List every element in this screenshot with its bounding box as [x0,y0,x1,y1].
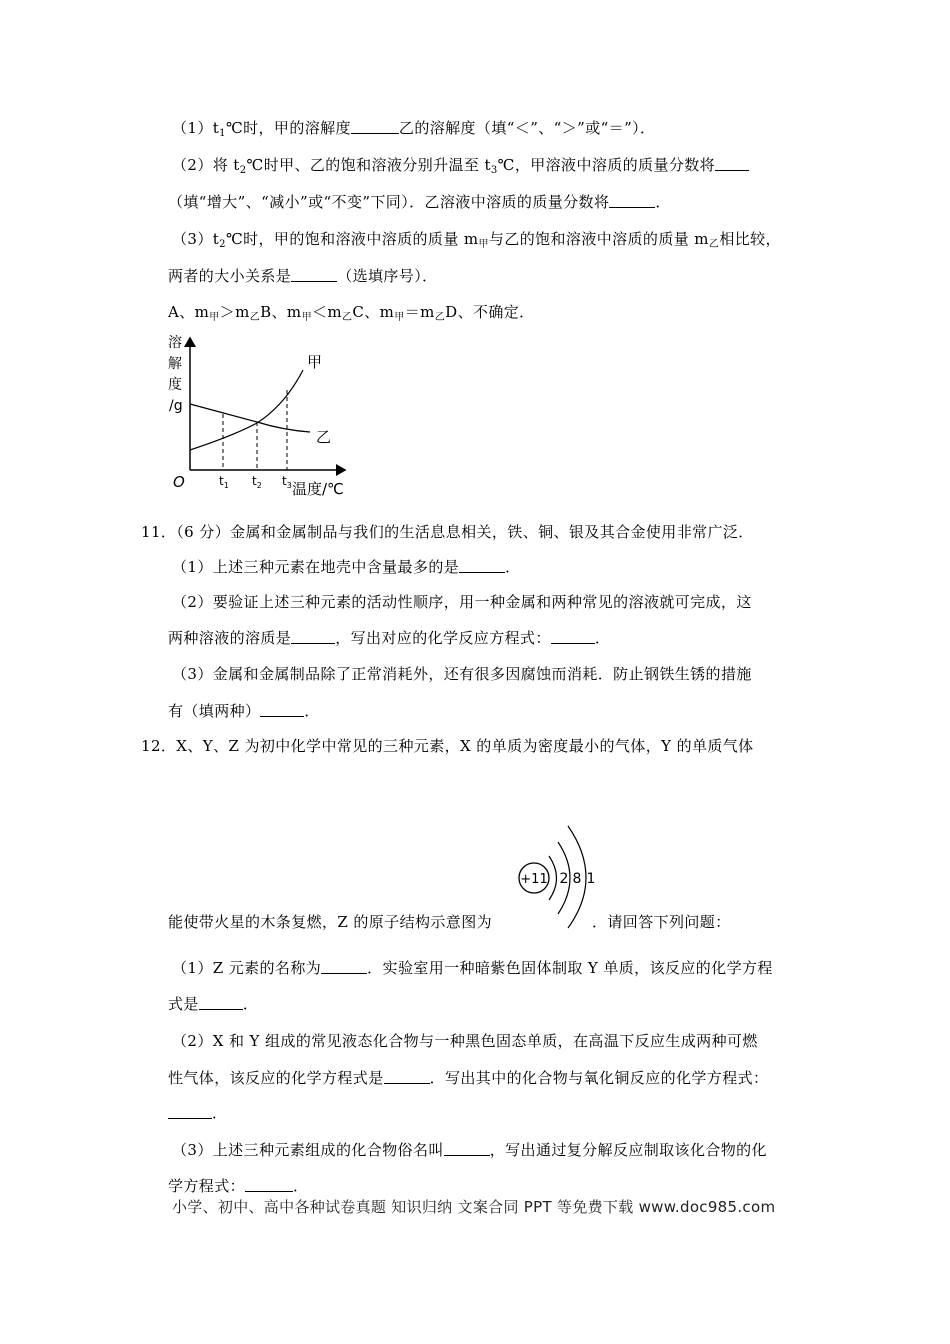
q11-part3-cont: 有（填两种） ． [168,702,320,720]
q10-part2: （2）将 $t_2℃$时甲、乙的饱和溶液分别升温至 $t_3℃$，甲溶液中溶质的质量分数将 [172,155,749,181]
y-label-4: /g [169,398,183,414]
q10-part3-cont: 两者的大小关系是 （选填序号）． [168,267,438,285]
label-jia: 甲 [307,353,323,371]
answer-blank[interactable] [351,119,399,134]
q12-part3: （3）上述三种元素组成的化合物俗名叫 ，写出通过复分解反应制取该化合物的化 [172,1141,767,1159]
answer-blank[interactable] [459,558,505,573]
answer-blank[interactable] [715,156,749,171]
atom-structure-diagram [512,818,604,930]
q10-part1: $(1)t_1℃$时，甲的溶解度 乙的溶解度（填“＜”、“＞”或“＝”）． [172,119,656,139]
q12-stem-cont-b: ．请回答下列问题： [592,913,731,931]
q12-part2-cont: 性气体，该反应的化学方程式是 ．写出其中的化合物与氧化铜反应的化学方程式： [168,1069,769,1087]
curve-jia [190,370,303,450]
answer-blank[interactable] [168,1104,212,1119]
q12-stem: 12．X、Y、Z 为初中化学中常见的三种元素，X 的单质为密度最小的气体，Y 的单质气体 [141,737,754,755]
q12-part2-cont2: ． [168,1103,227,1123]
shell-electrons-2: 8 [572,871,582,887]
answer-blank[interactable] [444,1141,490,1156]
tick-t2: $t_2$ [252,474,262,490]
footer-ad-text[interactable]: 小学、初中、高中各种试卷真题 知识归纳 文案合同 PPT 等免费下载 www.doc985.com [172,1198,776,1216]
q11-part2-cont: 两种溶液的溶质是 ，写出对应的化学反应方程式： ． [168,629,611,647]
solubility-graph [165,330,365,500]
answer-blank[interactable] [384,1069,430,1084]
answer-blank[interactable] [260,702,304,717]
q10-options: A、$m_甲>m_乙B$、$m_甲<m_乙C$、$m_甲=m_乙D$、不确定． [168,303,535,323]
x-axis-label: 温度/℃ [292,480,344,498]
q10-part2-cont: （填“增大”、“减小”或“不变”下同）．乙溶液中溶质的质量分数将 ． [168,193,671,211]
q12-part3-cont: 学方程式： ． [168,1177,309,1195]
answer-blank[interactable] [199,995,243,1010]
y-label-3: 度 [168,377,182,393]
nucleus-charge: +11 [520,872,548,887]
answer-blank[interactable] [291,267,337,282]
q11-part1: （1）上述三种元素在地壳中含量最多的是 ． [172,558,521,576]
q12-part1-cont: 式是 ． [168,995,259,1013]
shell-electrons-3: 1 [586,871,596,887]
tick-t3: $t_3$ [282,474,292,490]
q12-part2: （2）X 和 Y 组成的常见液态化合物与一种黑色固态单质，在高温下反应生成两种可燃 [172,1032,758,1050]
answer-blank[interactable] [609,193,655,208]
q11-stem: 11．（6 分）金属和金属制品与我们的生活息息相关，铁、铜、银及其合金使用非常广泛． [141,523,754,541]
y-label-1: 溶 [168,335,182,351]
label-yi: 乙 [316,428,332,446]
q12-stem-cont-a: 能使带火星的木条复燃，Z 的原子结构示意图为 [168,913,492,931]
answer-blank[interactable] [291,629,335,644]
answer-blank[interactable] [321,959,367,974]
q11-part2: （2）要验证上述三种元素的活动性顺序，用一种金属和两种常见的溶液就可完成，这 [172,593,752,611]
q12-part1: （1）Z 元素的名称为 ．实验室用一种暗紫色固体制取 Y 单质，该反应的化学方程 [172,959,773,977]
origin-label: O [173,473,185,491]
answer-blank[interactable] [551,629,595,644]
answer-blank[interactable] [245,1177,293,1192]
q10-part3: $(3)t_2℃$时，甲的饱和溶液中溶质的质量 $m_甲$与乙的饱和溶液中溶质的质量 $m_乙$相比较， [172,230,781,250]
shell-electrons-1: 2 [559,871,569,887]
curve-yi [190,404,310,432]
q11-part3: （3）金属和金属制品除了正常消耗外，还有很多因腐蚀而消耗．防止钢铁生锈的措施 [172,665,752,683]
y-label-2: 解 [168,356,182,372]
tick-t1: $t_1$ [219,474,229,490]
shell-1 [549,856,557,900]
